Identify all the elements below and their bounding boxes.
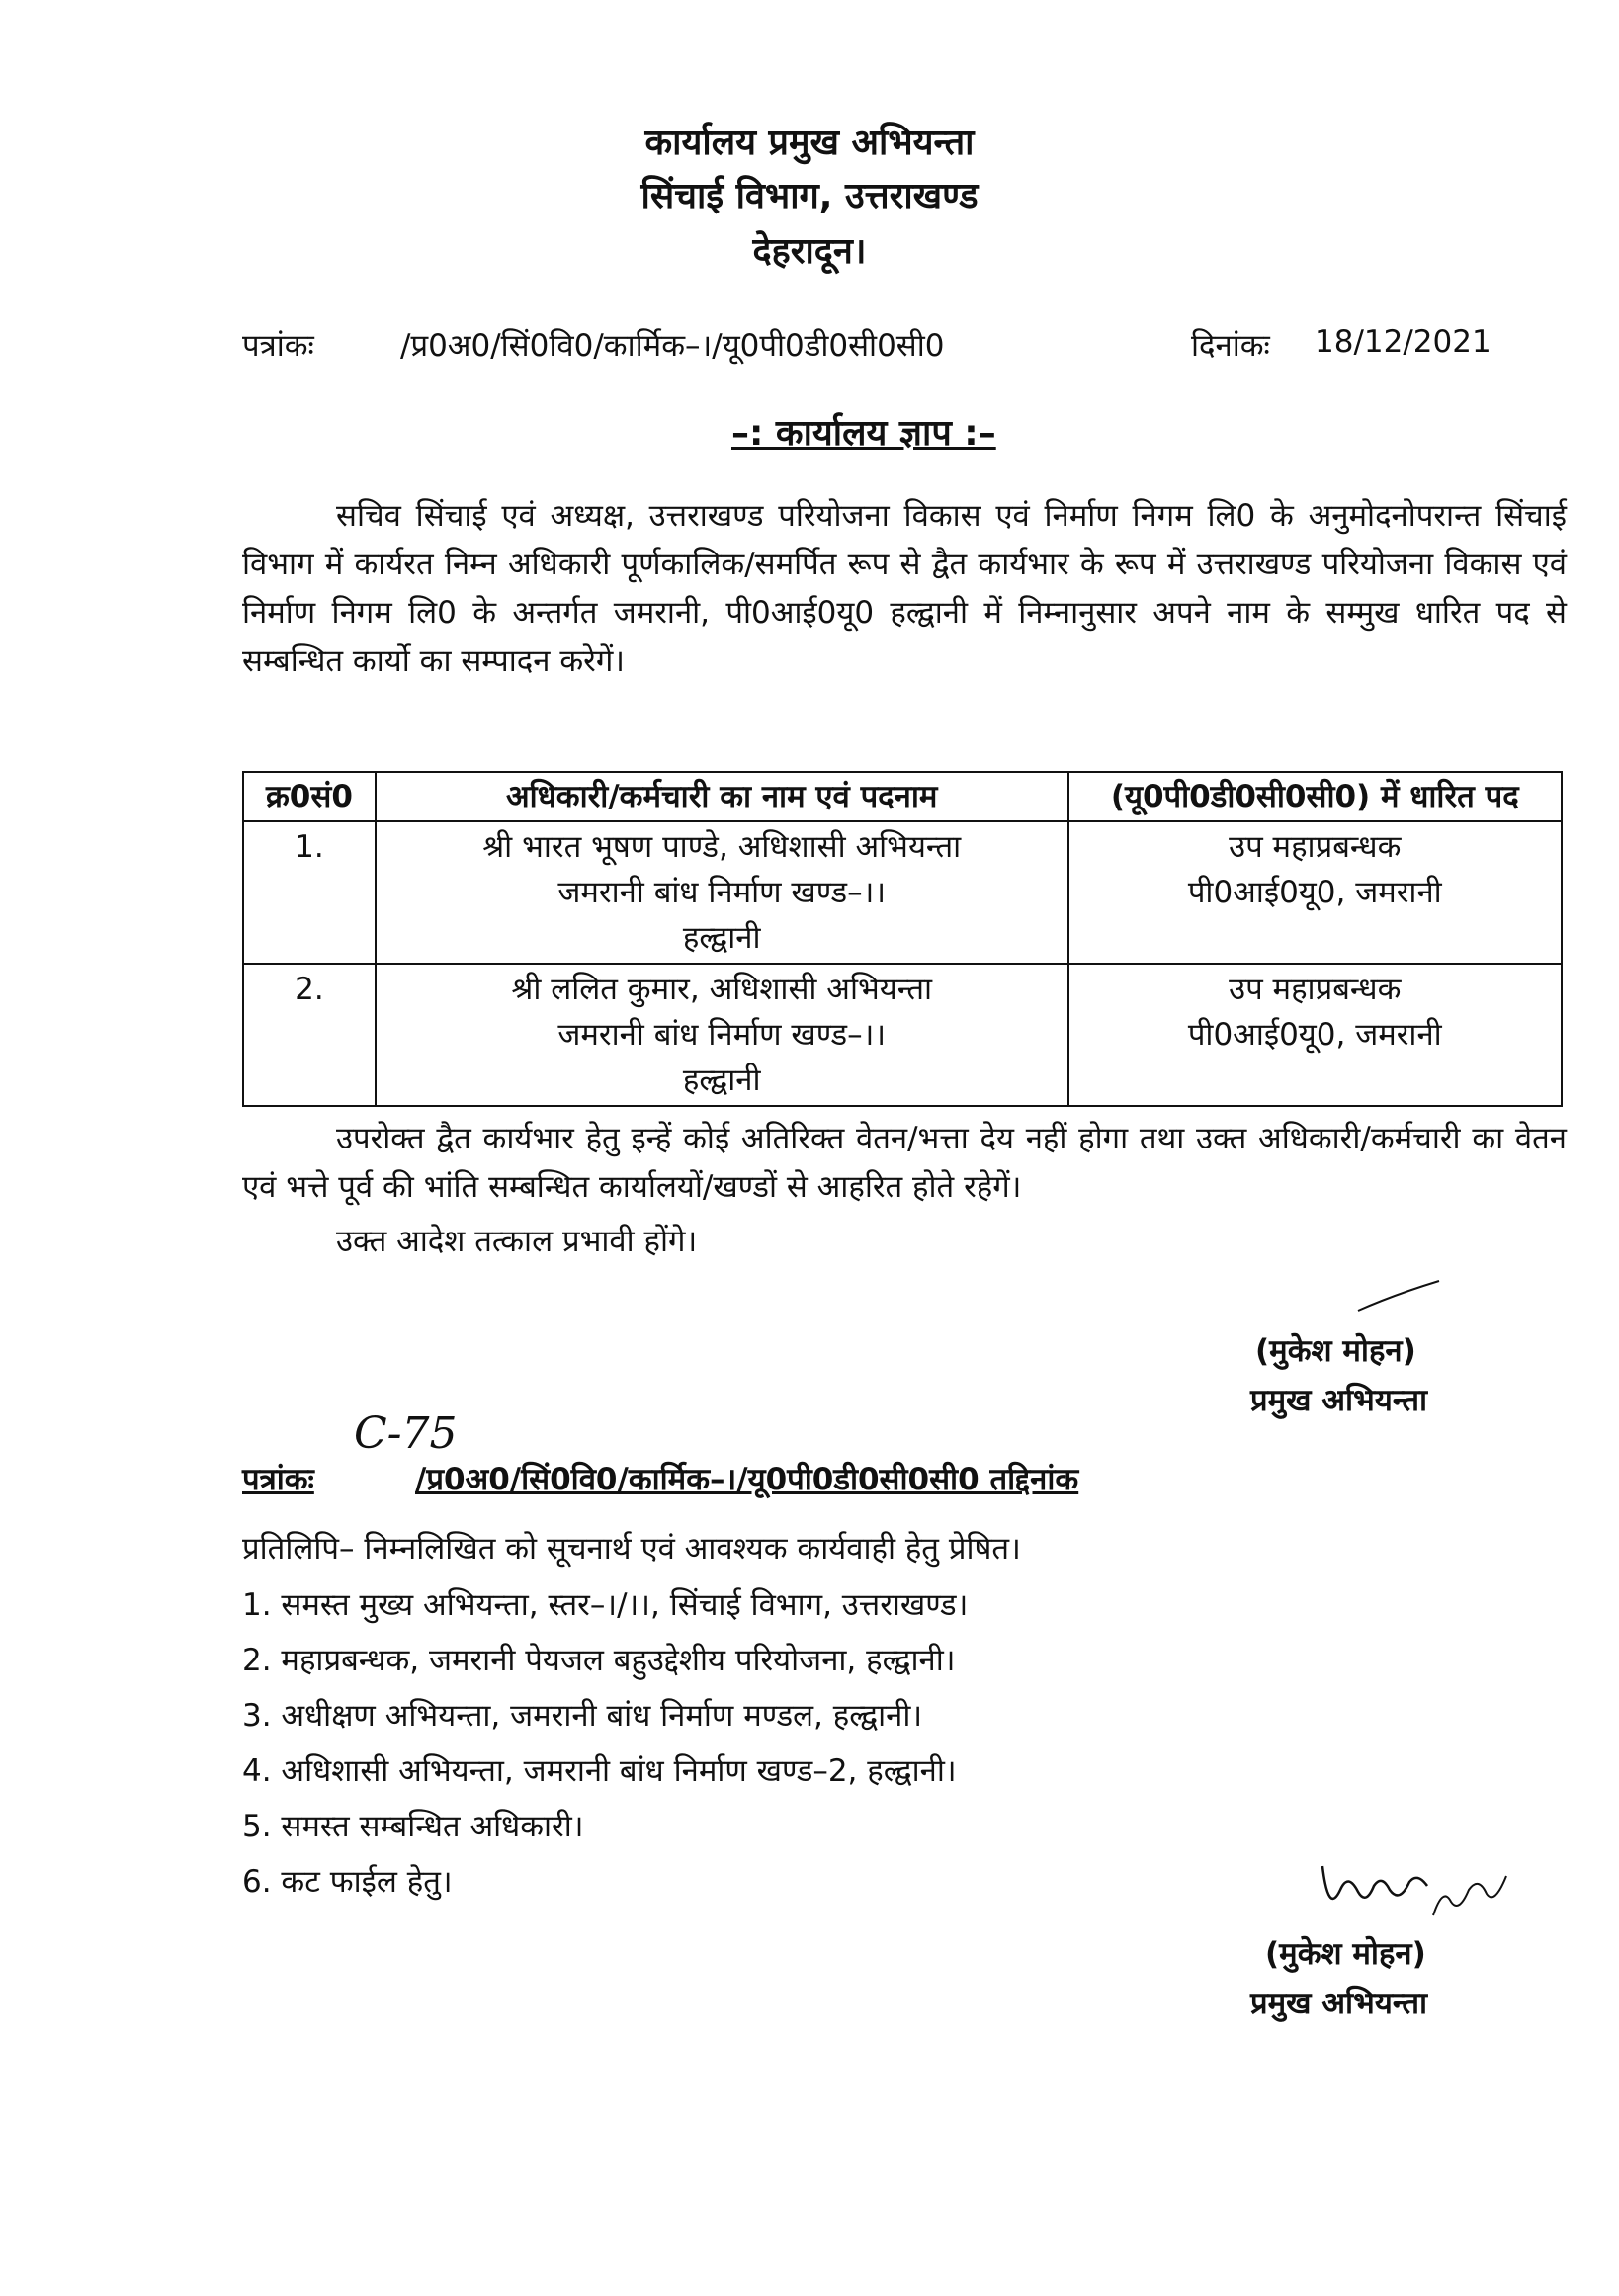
copy-list-item: 3. अधीक्षण अभियन्ता, जमरानी बांध निर्माण मण्डल, हल्द्वानी।	[242, 1698, 923, 1734]
post-line: पी0आई0यू0, जमरानी	[1187, 1017, 1442, 1053]
reference-label: पत्रांकः	[242, 328, 314, 364]
row-held-post	[1068, 821, 1562, 964]
intro-text: सचिव सिंचाई एवं अध्यक्ष, उत्तराखण्ड परियोजना विकास एवं निर्माण निगम लि0 के अनुमोदनोपरान्त सिंचाई विभाग में कार्यरत निम्न अधिकारी पूर्णकालिक/समर्पित रूप से द्वैत कार्यभार के रूप में उत्तराखण्ड परियोजना विकास एवं निर्माण निगम लि0 के अन्तर्गत जमरानी, पी0आई0यू0 हल्द्वानी में निम्नानुसार अपने नाम के सम्मुख धारित पद से सम्बन्धित कार्यो का सम्पादन करेगें।	[242, 498, 1567, 679]
department-title: सिंचाई विभाग, उत्तराखण्ड	[640, 176, 979, 216]
copy-list-item: 1. समस्त मुख्य अभियन्ता, स्तर–।/।।, सिंचाई विभाग, उत्तराखण्ड।	[242, 1587, 969, 1623]
post-line: उप महाप्रबन्धक	[1229, 972, 1402, 1007]
signature-2-designation: प्रमुख अभियन्ता	[1250, 1986, 1428, 2021]
post-line: पी0आई0यू0, जमरानी	[1187, 875, 1442, 910]
date-value: 18/12/2021	[1315, 324, 1491, 360]
row-serial: 1.	[243, 821, 376, 964]
copy-list-item: 6. कट फाईल हेतु।	[242, 1864, 453, 1900]
row-held-post	[1068, 964, 1562, 1106]
reference-number: /प्र0अ0/सिं0वि0/कार्मिक–।/यू0पी0डी0सी0सी0	[400, 328, 945, 364]
copy-reference-label: पत्रांकः	[242, 1462, 314, 1497]
header-serial: क्र0सं0	[243, 772, 376, 821]
name-line: श्री भारत भूषण पाण्डे, अधिशासी अभियन्ता	[482, 829, 962, 865]
date-label: दिनांकः	[1191, 328, 1270, 364]
header-held-post: (यू0पी0डी0सी0सी0) में धारित पद	[1068, 772, 1562, 821]
copy-intro: प्रतिलिपि– निम्नलिखित को सूचनार्थ एवं आवश्यक कार्यवाही हेतु प्रेषित।	[242, 1531, 1021, 1567]
name-line: जमरानी बांध निर्माण खण्ड–।।	[557, 1017, 887, 1053]
copy-list-item: 4. अधिशासी अभियन्ता, जमरानी बांध निर्माण खण्ड–2, हल्द्वानी।	[242, 1753, 957, 1789]
memo-title: –: कार्यालय ज्ञाप :–	[731, 413, 996, 454]
handwritten-dispatch-number: C-75	[354, 1408, 458, 1459]
signature-2-name: (मुकेश मोहन)	[1265, 1936, 1426, 1972]
signature-mark	[1354, 1277, 1443, 1317]
copy-reference-number: /प्र0अ0/सिं0वि0/कार्मिक–।/यू0पी0डी0सी0सी0 तद्दिनांक	[415, 1462, 1079, 1497]
city-title: देहरादून।	[752, 231, 867, 272]
copy-list-item: 2. महाप्रबन्धक, जमरानी पेयजल बहुउद्देशीय परियोजना, हल्द्वानी।	[242, 1643, 956, 1678]
row-name-designation	[376, 821, 1068, 964]
intro-paragraph	[242, 492, 1567, 686]
effect-line: उक्त आदेश तत्काल प्रभावी होंगे।	[336, 1224, 698, 1259]
signature-1-name: (मुकेश मोहन)	[1255, 1333, 1416, 1369]
table-row	[243, 964, 1562, 1106]
table-header-row	[243, 772, 1562, 821]
copy-list-item: 5. समस्त सम्बन्धित अधिकारी।	[242, 1809, 584, 1844]
row-name-designation	[376, 964, 1068, 1106]
officers-table	[242, 771, 1563, 1107]
handwritten-signature	[1315, 1846, 1522, 1935]
name-line: श्री ललित कुमार, अधिशासी अभियन्ता	[511, 972, 933, 1007]
signature-1-designation: प्रमुख अभियन्ता	[1250, 1383, 1428, 1418]
name-line: हल्द्वानी	[682, 1063, 761, 1098]
name-line: जमरानी बांध निर्माण खण्ड–।।	[557, 875, 887, 910]
post-line: उप महाप्रबन्धक	[1229, 829, 1402, 865]
followup-text: उपरोक्त द्वैत कार्यभार हेतु इन्हें कोई अतिरिक्त वेतन/भत्ता देय नहीं होगा तथा उक्त अधिकारी/कर्मचारी का वेतन एवं भत्ते पूर्व की भांति सम्बन्धित कार्यालयों/खण्डों से आहरित होते रहेगें।	[242, 1121, 1567, 1205]
row-serial: 2.	[243, 964, 376, 1106]
header-name-designation: अधिकारी/कर्मचारी का नाम एवं पदनाम	[376, 772, 1068, 821]
table-row	[243, 821, 1562, 964]
office-title: कार्यालय प्रमुख अभियन्ता	[644, 123, 975, 163]
name-line: हल्द्वानी	[682, 920, 761, 956]
followup-paragraph	[242, 1115, 1567, 1266]
